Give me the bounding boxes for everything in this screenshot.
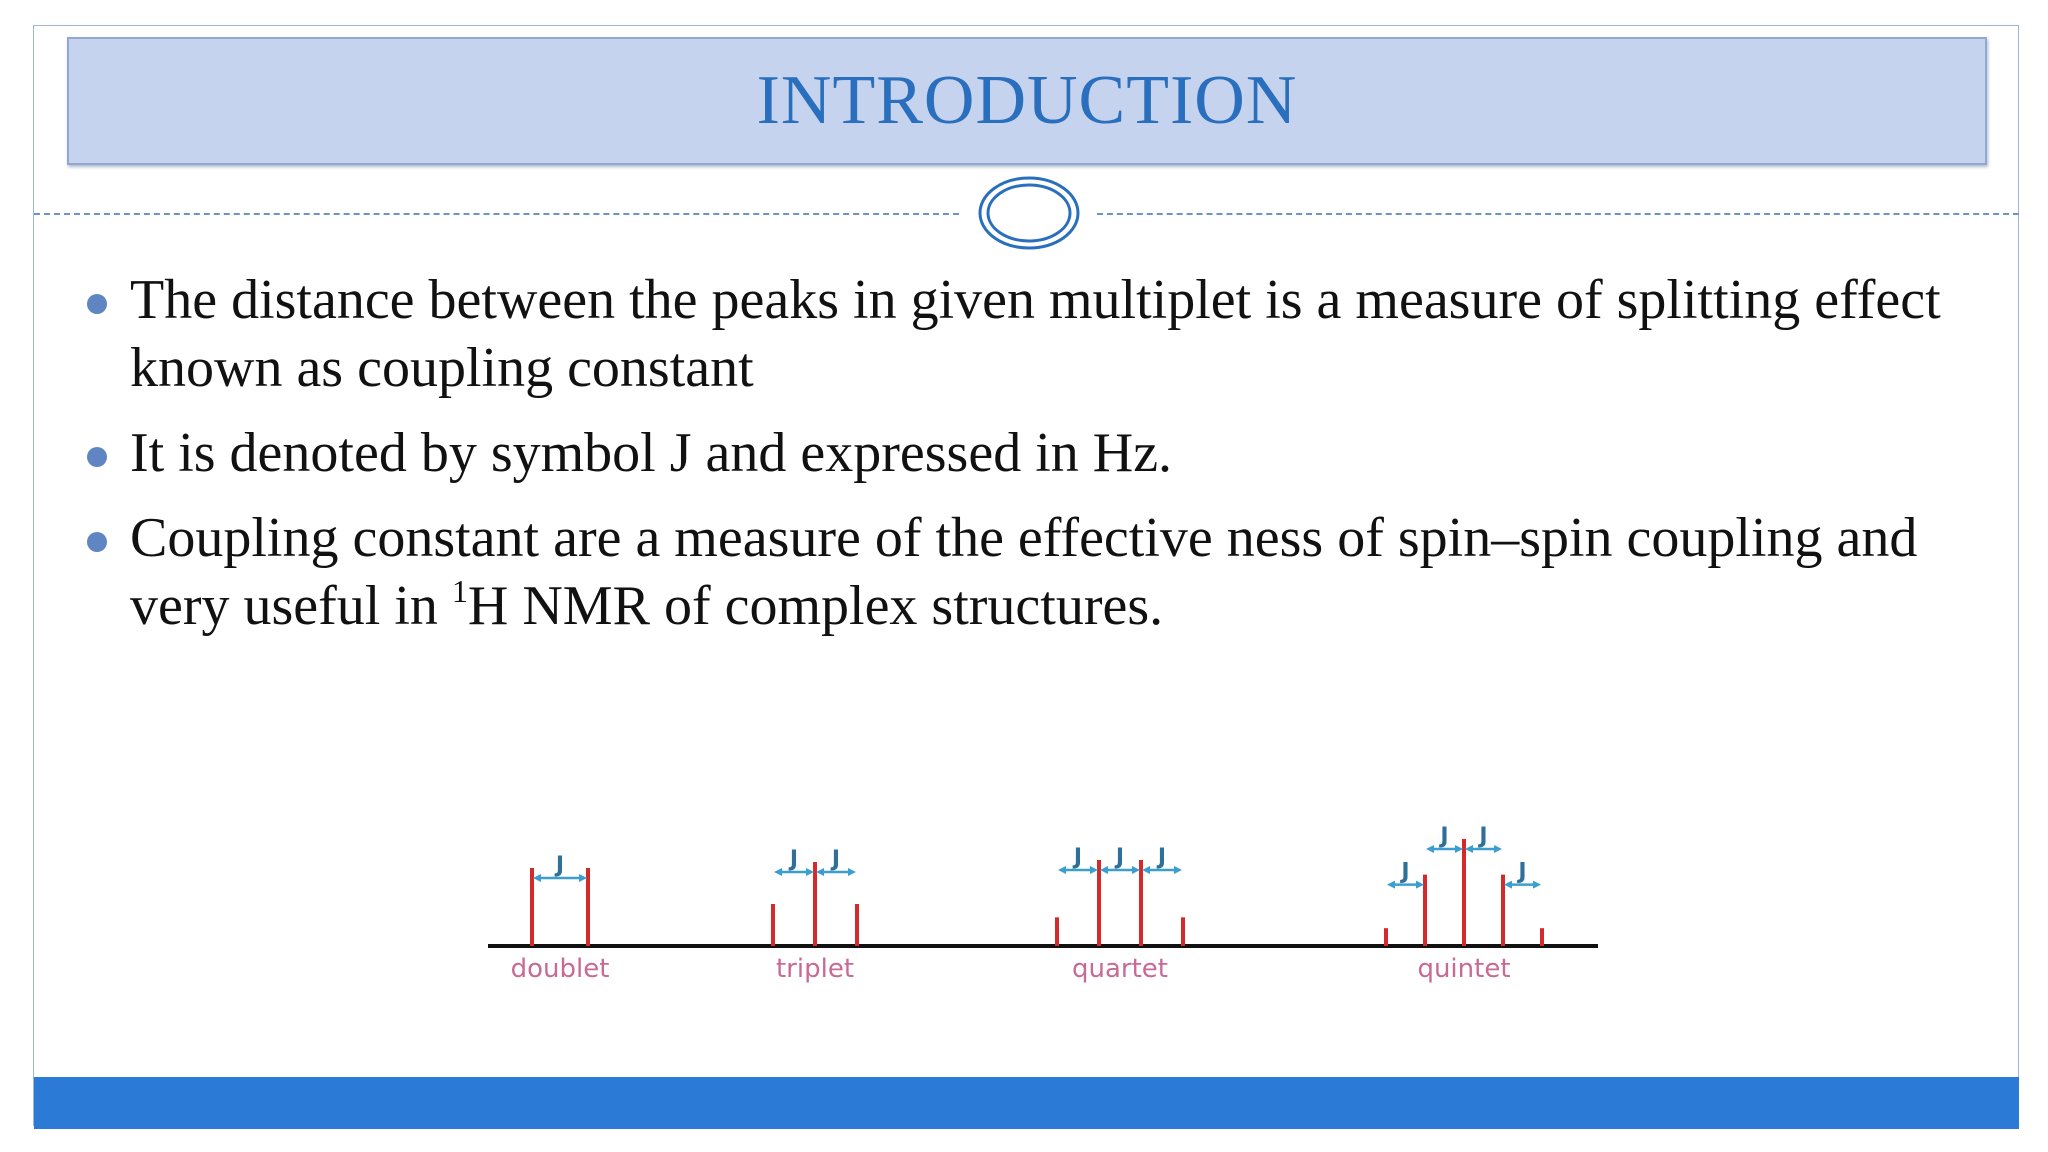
j-label: J — [555, 853, 565, 878]
j-label: J — [1401, 859, 1410, 885]
multiplet-figure — [480, 820, 1610, 1000]
bullet-text: It is denoted by symbol J and expressed in Hz. — [130, 422, 1173, 484]
bullet-item — [87, 419, 1967, 487]
title-banner — [67, 37, 1987, 165]
bullet-dot — [87, 294, 107, 314]
multiplet-label: doublet — [510, 954, 610, 984]
multiplet-label: triplet — [775, 954, 855, 984]
bullet-item — [87, 266, 1967, 402]
multiplet-label: quartet — [1072, 954, 1168, 984]
j-label: J — [1157, 845, 1167, 870]
j-label: J — [1479, 824, 1488, 849]
j-label: J — [831, 847, 841, 872]
bullet-dot — [87, 447, 107, 467]
bullet-list — [87, 266, 1967, 657]
bullet-text-end: H NMR of complex structures. — [467, 575, 1164, 637]
j-label: J — [789, 847, 799, 872]
j-label: J — [1440, 824, 1449, 849]
slide-title: INTRODUCTION — [756, 62, 1298, 139]
j-label: J — [1115, 845, 1125, 870]
divider-left — [34, 213, 959, 215]
bullet-text: The distance between the peaks in given multiplet is a measure of splitting effect known as coupling constant — [130, 269, 1941, 399]
divider-right — [1097, 213, 2019, 215]
footer-bar — [34, 1077, 2019, 1129]
medallion-ornament — [977, 175, 1081, 251]
superscript: 1 — [451, 573, 468, 609]
j-label: J — [1518, 859, 1527, 885]
bullet-item — [87, 504, 1967, 640]
bullet-text-start: Coupling constant are a measure of the effective ness of spin–spin coupling and very useful in — [130, 507, 1918, 637]
j-label: J — [1073, 845, 1083, 870]
multiplet-label: quintet — [1417, 954, 1511, 984]
bullet-dot — [87, 532, 107, 552]
